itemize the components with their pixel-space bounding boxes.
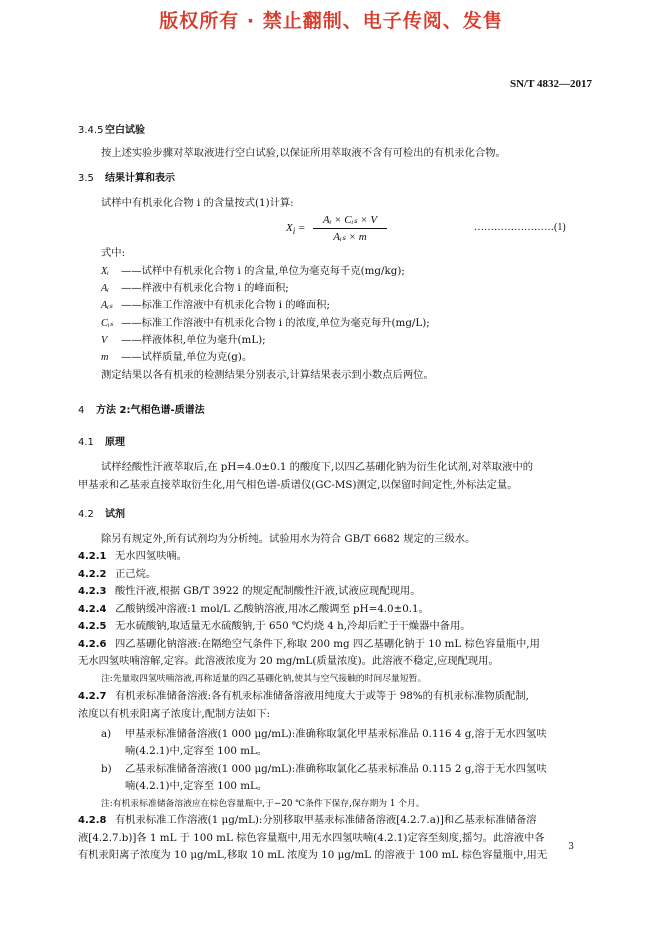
heading-4	[78, 404, 205, 418]
where-symbol: V	[101, 335, 108, 346]
clause-text: 有机汞标准储备溶液:各有机汞标准储备溶液用纯度大于或等于 98%的有机汞标准物质配制,	[115, 690, 529, 702]
clause-text: 酸性汗液,根据 GB/T 3922 的规定配制酸性汗液,试液应现配现用。	[115, 585, 421, 597]
where-desc: ——样液中有机汞化合物 i 的峰面积;	[121, 282, 289, 294]
where-item	[101, 333, 266, 348]
fraction-bar	[313, 228, 387, 229]
reagent-item	[78, 549, 187, 564]
blank-test-text: 按上述实验步骤对萃取液进行空白试验,以保证所用萃取液不含有可检出的有机汞化合物。	[101, 147, 506, 159]
clause-number: 4.2.5	[78, 621, 107, 632]
clause-text: 无水硫酸钠,取适量无水硫酸钠,于 650 ℃灼烧 4 h,冷却后贮于干燥器中备用。	[115, 620, 471, 632]
clause-number: 4.2.6	[78, 639, 107, 650]
reagents-intro: 除另有规定外,所有试剂均为分析纯。试验用水为符合 GB/T 6682 规定的三级水。	[101, 533, 476, 545]
where-item	[101, 350, 252, 365]
clause-number: 4.2.3	[78, 586, 107, 597]
list-item-b	[101, 762, 547, 776]
heading-4-1	[78, 436, 125, 450]
where-symbol: Cᵢₛ	[101, 318, 114, 329]
note: 注:先量取四氢呋喃溶液,再称适量的四乙基硼化钠,使其与空气接触的时间尽量短暂。	[101, 674, 427, 684]
section-number: 4	[78, 405, 85, 416]
section-title: 结果计算和表示	[105, 173, 175, 184]
reagent-item	[78, 619, 471, 634]
formula-denominator: Aᵢₛ × m	[333, 231, 367, 243]
where-symbol: Xᵢ	[101, 266, 109, 277]
clause-continuation: 有机汞阳离子浓度为 10 μg/mL,移取 10 mL 浓度为 10 μg/mL 的溶液于 100 mL 棕色容量瓶中,用无	[78, 849, 548, 861]
formula-1	[286, 212, 606, 246]
heading-3-5	[78, 172, 175, 186]
section-title: 空白试验	[105, 125, 145, 136]
note: 注:有机汞标准储备溶液应在棕色容量瓶中,于−20 ℃条件下保存,保存期为 1 个月。	[101, 799, 425, 809]
section-number: 4.2	[78, 509, 94, 520]
formula-lhs	[286, 222, 305, 236]
heading-4-2	[78, 508, 125, 522]
reagent-item	[78, 602, 429, 617]
standard-number: SN/T 4832—2017	[509, 78, 592, 90]
page-number: 3	[568, 842, 574, 852]
clause-text: 正己烷。	[115, 568, 157, 580]
where-label: 式中:	[101, 247, 126, 259]
formula-numerator: Aᵢ × Cᵢₛ × V	[322, 214, 378, 226]
clause-number: 4.2.8	[78, 815, 107, 826]
reagent-item	[78, 584, 421, 599]
reagent-item-4-2-6	[78, 637, 540, 652]
watermark-banner: 版权所有 · 禁止翻制、电子传阅、发售	[159, 10, 503, 32]
list-text: 乙基汞标准储备溶液(1 000 μg/mL):准确称取氯化乙基汞标准品 0.115 2 g,溶于无水四氢呋	[125, 763, 547, 775]
where-desc: ——试样质量,单位为克(g)。	[121, 351, 253, 363]
formula-intro: 试样中有机汞化合物 i 的含量按式(1)计算:	[101, 197, 294, 209]
where-symbol: Aᵢ	[101, 283, 109, 294]
where-desc: ——标准工作溶液中有机汞化合物 i 的峰面积;	[121, 299, 330, 311]
where-symbol: m	[101, 352, 109, 363]
where-item	[101, 281, 289, 296]
where-desc: ——标准工作溶液中有机汞化合物 i 的浓度,单位为毫克每升(mg/L);	[121, 317, 430, 329]
list-label: b)	[101, 763, 112, 775]
where-desc: ——样液体积,单位为毫升(mL);	[121, 334, 266, 346]
clause-text: 无水四氢呋喃。	[115, 550, 188, 562]
clause-number: 4.2.1	[78, 551, 107, 562]
clause-continuation: 浓度以有机汞阳离子浓度计,配制方法如下:	[78, 708, 271, 720]
formula-lhs-subscript: i	[292, 226, 296, 237]
section-number: 4.1	[78, 437, 94, 448]
where-item	[101, 316, 430, 331]
section-title: 方法 2:气相色谱-质谱法	[96, 405, 205, 416]
list-continuation: 喃(4.2.1)中,定容至 100 mL。	[125, 780, 268, 792]
where-symbol: Aᵢₛ	[101, 300, 113, 311]
section-title: 原理	[105, 437, 125, 448]
where-item	[101, 264, 405, 279]
result-statement: 测定结果以各有机汞的检测结果分别表示,计算结果表示到小数点后两位。	[101, 369, 434, 381]
formula-equals: =	[295, 222, 306, 234]
clause-number: 4.2.2	[78, 569, 107, 580]
formula-lhs-symbol: X	[286, 222, 293, 234]
clause-number: 4.2.7	[78, 691, 107, 702]
principle-line-1: 试样经酸性汗液萃取后,在 pH=4.0±0.1 的酸度下,以四乙基硼化钠为衍生化试剂,对萃取液中的	[101, 461, 534, 473]
clause-text: 有机汞标准工作溶液(1 μg/mL):分别移取甲基汞标准储备溶液[4.2.7.a)]和乙基汞标准储备溶	[115, 814, 537, 826]
reagent-item-4-2-8	[78, 813, 537, 828]
reagent-item-4-2-7	[78, 689, 529, 704]
list-item-a	[101, 727, 547, 741]
clause-continuation: 无水四氢呋喃溶解,定容。此溶液浓度为 20 mg/mL(质量浓度)。此溶液不稳定,应现配现用。	[78, 655, 499, 667]
heading-3-4-5	[78, 124, 145, 138]
section-number: 3.5	[78, 173, 94, 184]
list-continuation: 喃(4.2.1)中,定容至 100 mL。	[125, 745, 268, 757]
where-desc: ——试样中有机汞化合物 i 的含量,单位为毫克每千克(mg/kg);	[121, 265, 405, 277]
section-number: 3.4.5	[78, 125, 104, 136]
section-title: 试剂	[105, 509, 125, 520]
where-item	[101, 298, 330, 313]
reagent-item	[78, 567, 156, 582]
clause-text: 四乙基硼化钠溶液:在隔绝空气条件下,称取 200 mg 四乙基硼化钠于 10 mL 棕色容量瓶中,用	[115, 638, 540, 650]
clause-continuation: 液[4.2.7.b)]各 1 mL 于 100 mL 棕色容量瓶中,用无水四氢呋喃(4.2.1)定容至刻度,摇匀。此溶液中各	[78, 832, 545, 844]
equation-number: ……………………(1)	[474, 222, 566, 233]
clause-text: 乙酸钠缓冲溶液:1 mol/L 乙酸钠溶液,用冰乙酸调至 pH=4.0±0.1。	[115, 603, 429, 615]
list-label: a)	[101, 728, 112, 740]
clause-number: 4.2.4	[78, 604, 107, 615]
principle-line-2: 甲基汞和乙基汞直接萃取衍生化,用气相色谱-质谱仪(GC-MS)测定,以保留时间定性,外标法定量。	[78, 479, 518, 491]
list-text: 甲基汞标准储备溶液(1 000 μg/mL):准确称取氯化甲基汞标准品 0.116 4 g,溶于无水四氢呋	[125, 728, 547, 740]
